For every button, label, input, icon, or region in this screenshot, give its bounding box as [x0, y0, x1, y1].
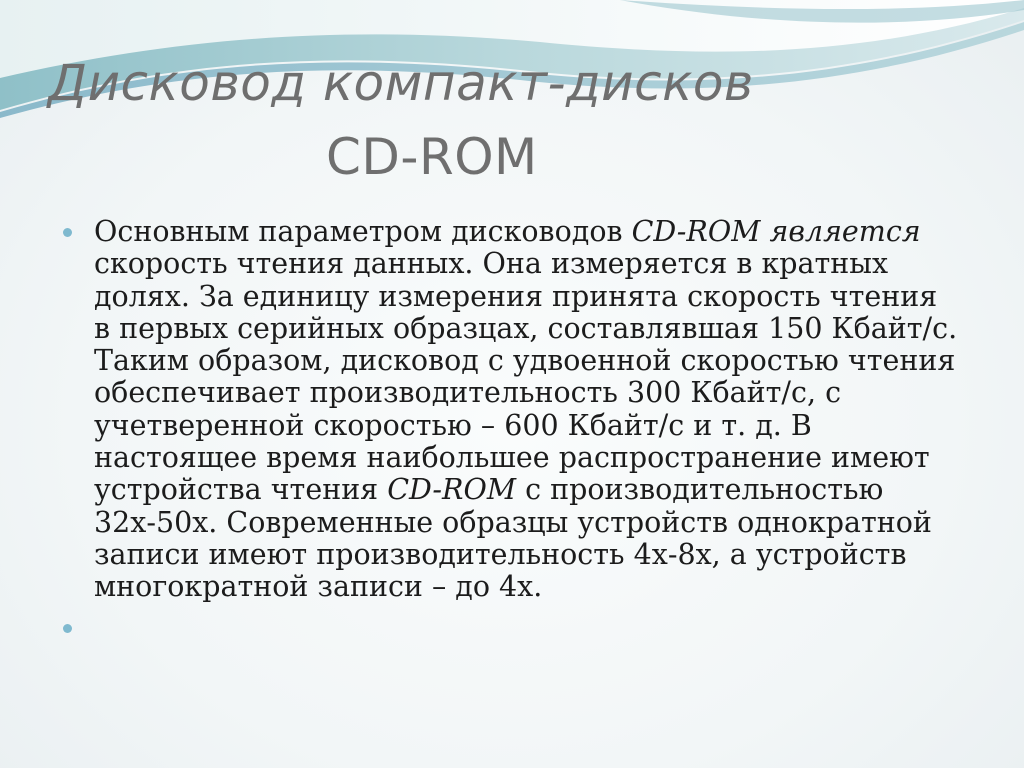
slide-content: [60, 216, 960, 644]
text-segment-2-italic: CD-ROM является: [631, 215, 921, 248]
title-line-1: Дисковод компакт-дисков: [48, 54, 754, 112]
paragraph-text: [94, 215, 957, 603]
title-line-2: CD-ROM: [326, 128, 538, 186]
bullet-paragraph: [60, 216, 960, 604]
text-segment-4-italic: CD-ROM: [387, 473, 517, 507]
slide-title: [48, 54, 988, 186]
text-segment-3: скорость чтения данных. Она измеряется в кратных долях. За единицу измерения принята скорость чтения в первых серийных образцах, составлявшая 150 Кбайт/с. Таким образом, дисковод с удвоенной скоростью чтения обеспечивает производительность 300 Кбайт/с, с учетверенной скоростью – 600 Кбайт/с и т. д. В настоящее время наибольшее распространение имеют устройства чтения: [94, 247, 958, 507]
bullet-dot-icon: [63, 228, 72, 237]
text-segment-5: с производительностью 32х-50х. Современные образцы устройств однократной записи имеют производительность 4х-8х, а устройств многократной записи – до 4х.: [94, 473, 932, 604]
bullet-empty: [60, 612, 960, 644]
bullet-dot-icon: [63, 624, 72, 633]
text-segment-1: Основным параметром дисководов: [94, 215, 632, 248]
